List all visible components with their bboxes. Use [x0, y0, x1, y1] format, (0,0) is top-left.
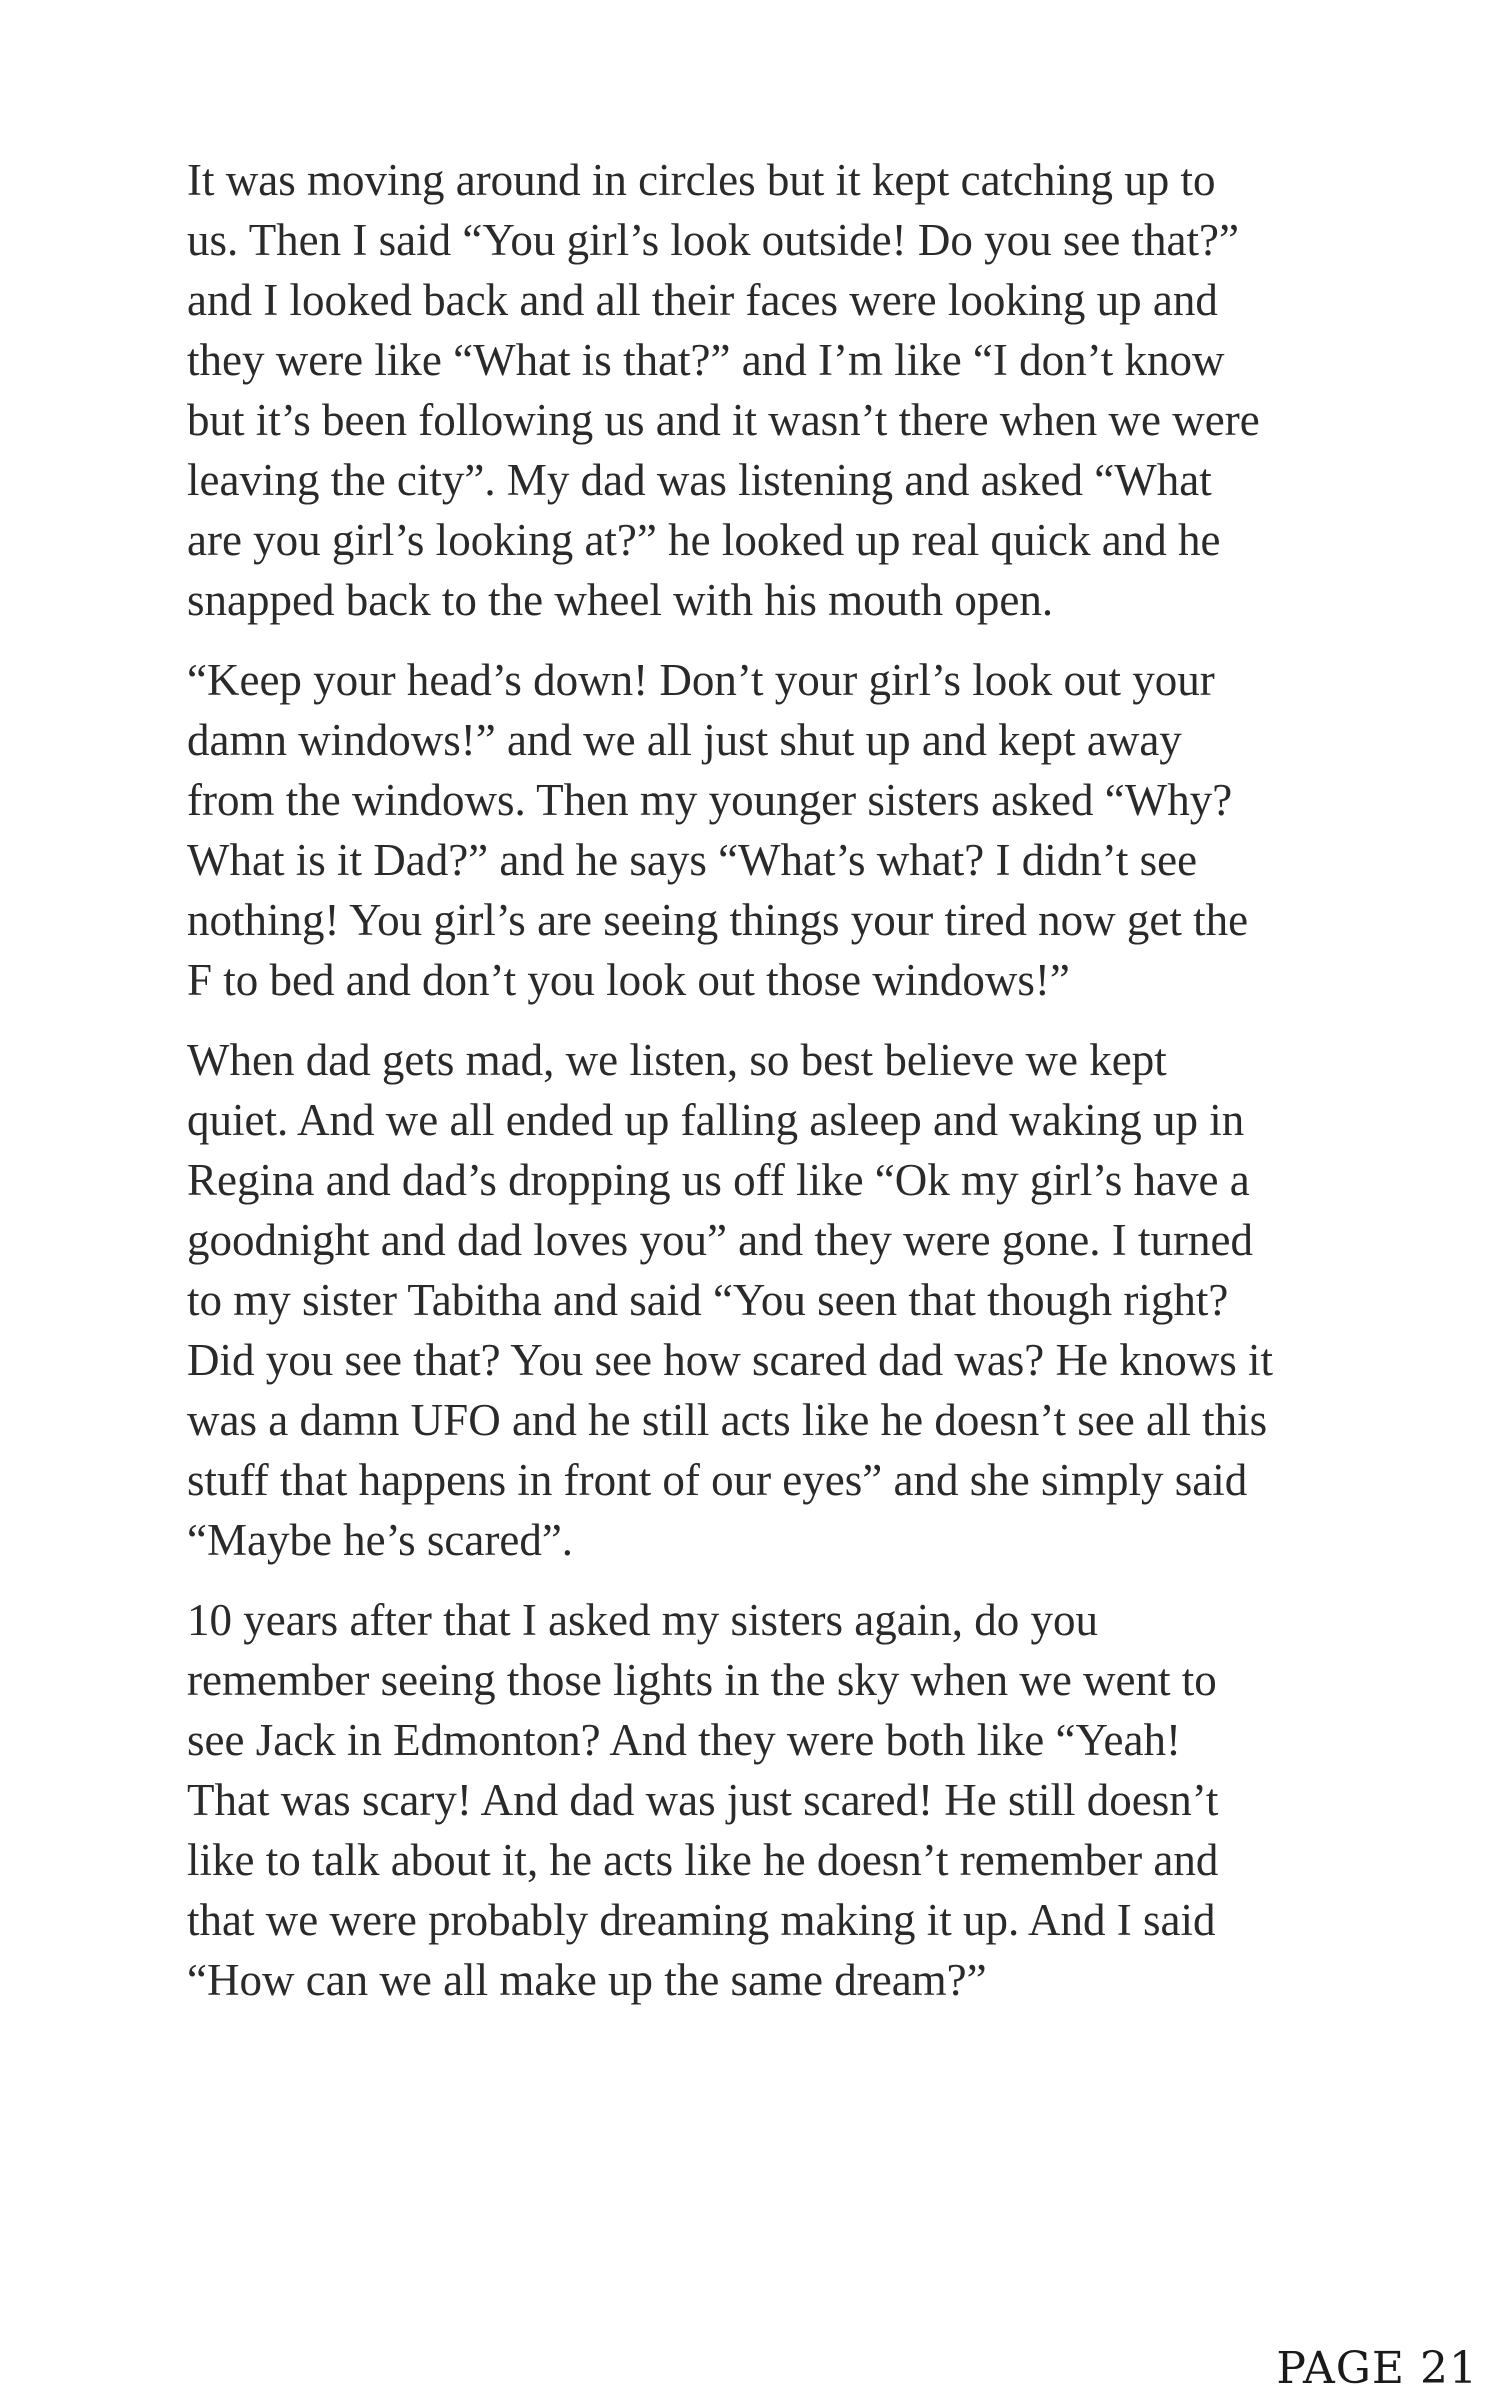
text-line: Regina and dad’s dropping us off like “Ok my girl’s have a — [187, 1155, 1250, 1205]
page-number: PAGE 21 — [1276, 2343, 1478, 2394]
text-line: nothing! You girl’s are seeing things your tired now get the — [187, 895, 1249, 945]
paragraph-1 — [150, 150, 1360, 630]
text-line: stuff that happens in front of our eyes” and she simply said — [187, 1455, 1248, 1505]
text-line: goodnight and dad loves you” and they were gone. I turned — [187, 1215, 1253, 1265]
text-line: see Jack in Edmonton? And they were both like “Yeah! — [187, 1715, 1181, 1765]
paragraph-2 — [150, 650, 1360, 1010]
text-line: us. Then I said “You girl’s look outside! Do you see that?” — [187, 215, 1239, 265]
text-line: leaving the city”. My dad was listening and asked “What — [187, 455, 1212, 505]
text-line: 10 years after that I asked my sisters again, do you — [187, 1595, 1098, 1645]
paragraph-4 — [150, 1590, 1360, 2010]
text-line: to my sister Tabitha and said “You seen that though right? — [187, 1275, 1229, 1325]
text-line: When dad gets mad, we listen, so best believe we kept — [187, 1035, 1167, 1085]
text-line: What is it Dad?” and he says “What’s what? I didn’t see — [187, 835, 1198, 885]
text-line: That was scary! And dad was just scared! He still doesn’t — [187, 1775, 1219, 1825]
text-line: remember seeing those lights in the sky when we went to — [187, 1655, 1217, 1705]
text-line: and I looked back and all their faces were looking up and — [187, 275, 1218, 325]
text-line: that we were probably dreaming making it up. And I said — [187, 1895, 1216, 1945]
text-line: “Keep your head’s down! Don’t your girl’s look out your — [187, 655, 1215, 705]
text-line: Did you see that? You see how scared dad was? He knows it — [187, 1335, 1274, 1385]
text-line: “Maybe he’s scared”. — [187, 1515, 574, 1565]
text-line: are you girl’s looking at?” he looked up real quick and he — [187, 515, 1221, 565]
text-line: was a damn UFO and he still acts like he doesn’t see all this — [187, 1395, 1268, 1445]
text-line: from the windows. Then my younger sisters asked “Why? — [187, 775, 1233, 825]
story-text — [150, 150, 1360, 2030]
text-line: “How can we all make up the same dream?” — [187, 1955, 987, 2005]
text-line: like to talk about it, he acts like he doesn’t remember and — [187, 1835, 1219, 1885]
text-line: but it’s been following us and it wasn’t there when we were — [187, 395, 1260, 445]
text-line: damn windows!” and we all just shut up and kept away — [187, 715, 1182, 765]
text-line: It was moving around in circles but it kept catching up to — [187, 155, 1216, 205]
paragraph-3 — [150, 1030, 1360, 1570]
text-line: F to bed and don’t you look out those windows!” — [187, 955, 1070, 1005]
text-line: quiet. And we all ended up falling asleep and waking up in — [187, 1095, 1245, 1145]
text-line: snapped back to the wheel with his mouth open. — [187, 575, 1054, 625]
text-line: they were like “What is that?” and I’m like “I don’t know — [187, 335, 1225, 385]
